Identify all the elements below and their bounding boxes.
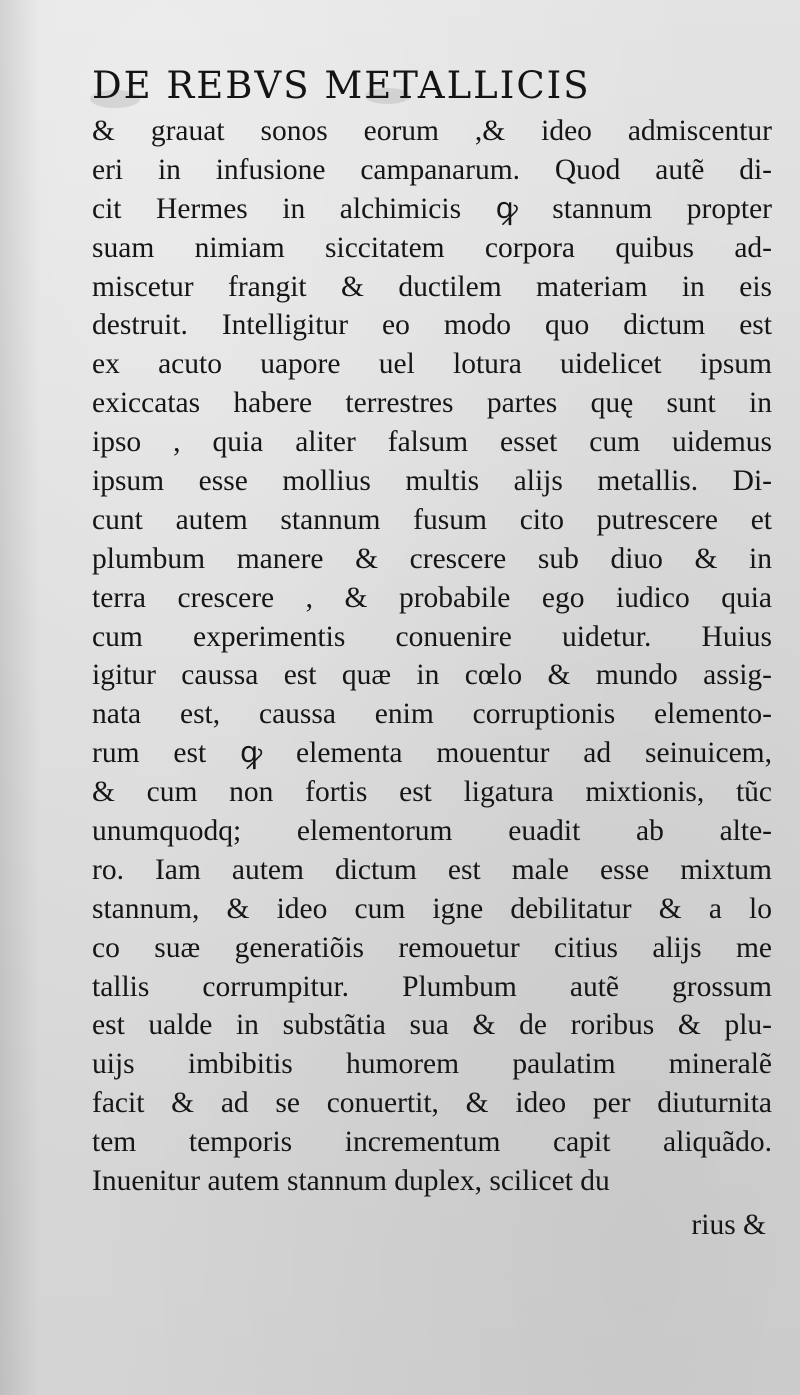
text-line: cit Hermes in alchimicis ꝙ stannum propter [92,192,772,225]
text-line: Inuenitur autem stannum duplex, scilicet du [92,1165,610,1198]
text-line: cum experimentis conuenire uidetur. Huius [92,620,772,653]
text-line: unumquodq; elementorum euadit ab alte- [92,815,772,848]
text-line: & cum non fortis est ligatura mixtionis, tũc [92,776,772,809]
faint-signature-mark [95,1222,255,1252]
text-line: miscetur frangit & ductilem materiam in eis [92,270,772,303]
text-line: co suæ generatiõis remouetur citius alijs me [92,931,772,964]
text-line: igitur caussa est quæ in cœlo & mundo assig- [92,659,772,692]
text-line: est ualde in substãtia sua & de roribus & plu- [92,1009,772,1042]
text-line: exiccatas habere terrestres partes quę sunt in [92,387,772,420]
text-block [92,112,772,1201]
text-line: ex acuto uapore uel lotura uidelicet ipsum [92,348,772,381]
text-line: nata est, caussa enim corruptionis elemento- [92,698,772,731]
text-line: & grauat sonos eorum ,& ideo admiscentur [92,115,772,147]
catchword: rius & [691,1209,766,1241]
text-line: facit & ad se conuertit, & ideo per diuturnita [92,1087,772,1120]
text-line: suam nimiam siccitatem corpora quibus ad- [92,231,772,264]
text-line: terra crescere , & probabile ego iudico quia [92,581,772,614]
text-line: tallis corrumpitur. Plumbum autẽ grossum [92,970,772,1003]
text-line: cunt autem stannum fusum cito putrescere et [92,503,772,536]
text-line: tem temporis incrementum capit aliquãdo. [92,1126,772,1159]
text-line: stannum, & ideo cum igne debilitatur & a lo [92,892,772,925]
text-line: uijs imbibitis humorem paulatim mineralẽ [92,1048,772,1081]
text-line: destruit. Intelligitur eo modo quo dictum est [92,309,772,342]
text-line: ipso , quia aliter falsum esset cum uidemus [92,426,772,459]
text-line: plumbum manere & crescere sub diuo & in [92,542,772,575]
text-line: eri in infusione campanarum. Quod autẽ di- [92,153,772,186]
text-line: ro. Iam autem dictum est male esse mixtum [92,853,772,886]
text-line: ipsum esse mollius multis alijs metallis. Di- [92,465,772,498]
running-head: DE REBVS METALLICIS [92,64,591,107]
text-line: rum est ꝙ elementa mouentur ad seinuicem, [92,737,772,770]
